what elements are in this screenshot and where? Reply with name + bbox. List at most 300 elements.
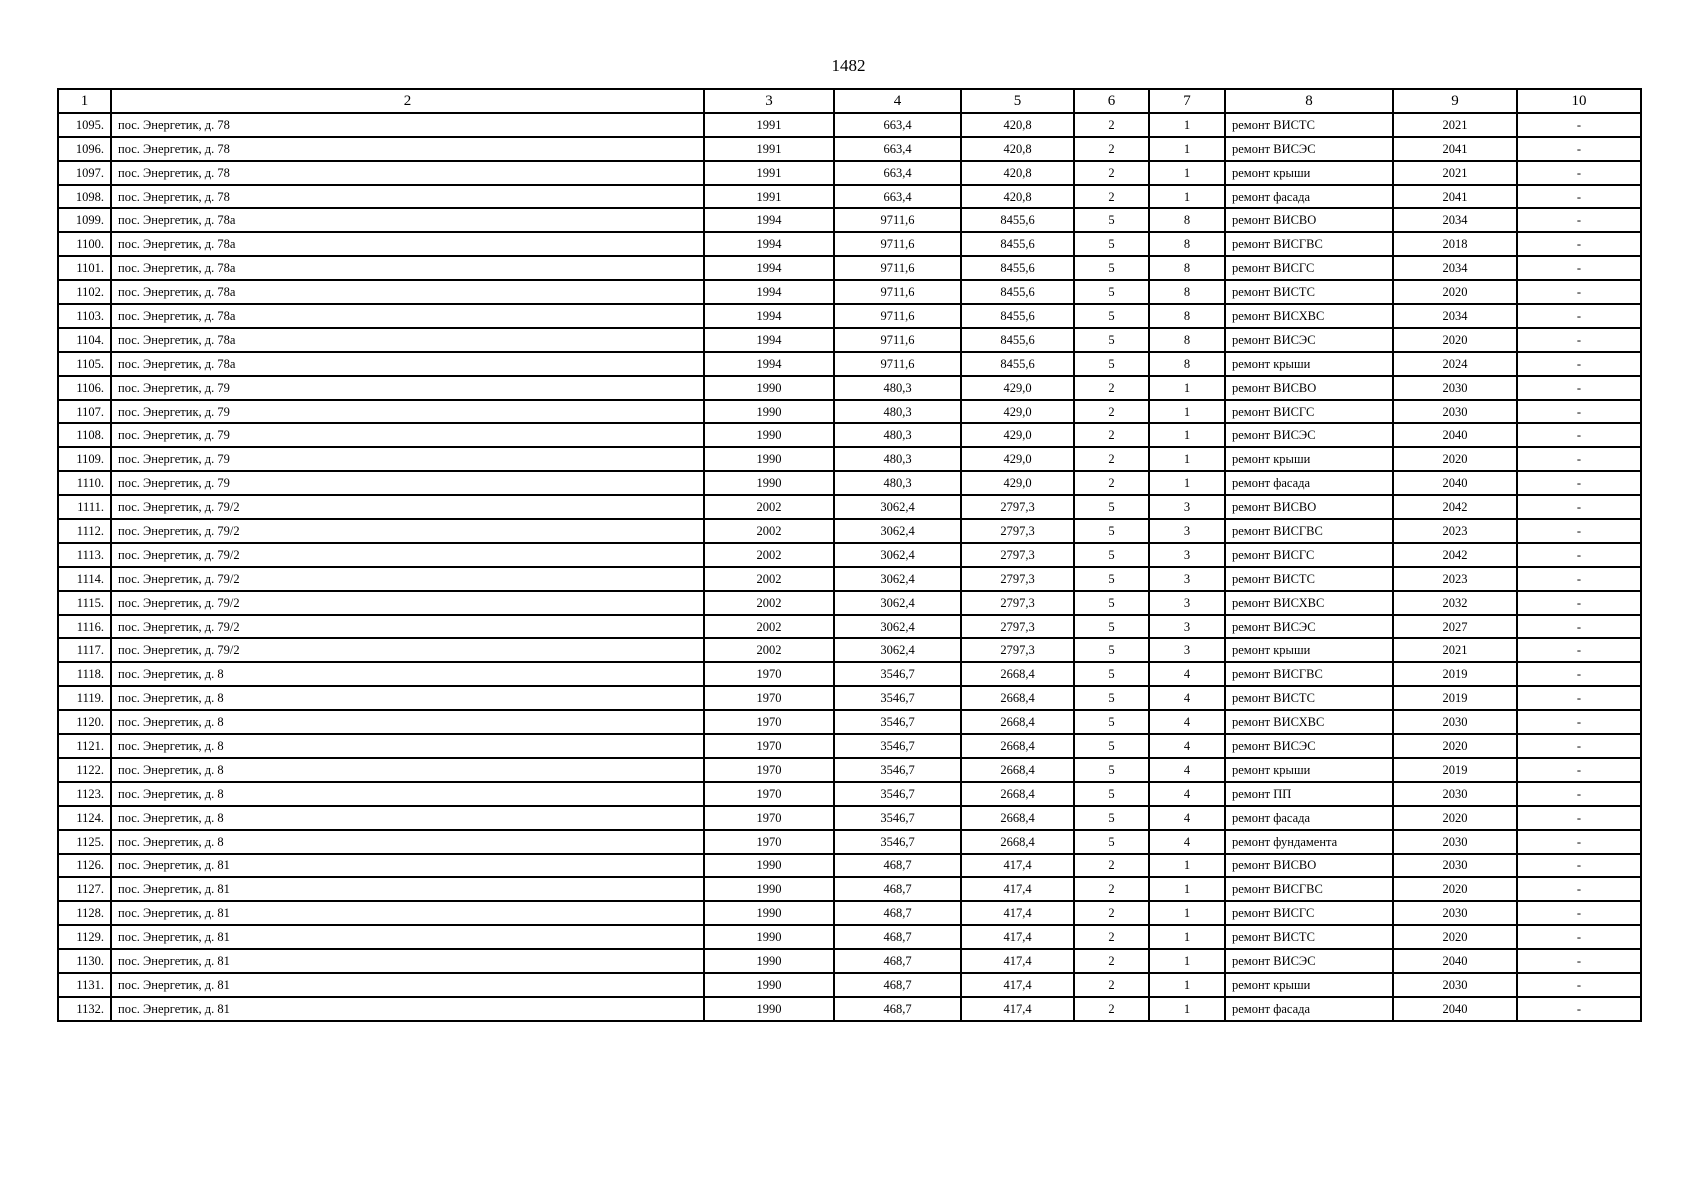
living-area-cell: 8455,6 bbox=[961, 328, 1074, 352]
row-number-cell: 1124. bbox=[58, 806, 111, 830]
address-cell: пос. Энергетик, д. 78 bbox=[111, 137, 704, 161]
work-type-cell: ремонт ВИСГВС bbox=[1225, 232, 1393, 256]
row-number-cell: 1113. bbox=[58, 543, 111, 567]
floors-cell: 5 bbox=[1074, 615, 1149, 639]
living-area-cell: 429,0 bbox=[961, 376, 1074, 400]
work-type-cell: ремонт ВИСГС bbox=[1225, 400, 1393, 424]
total-area-cell: 3546,7 bbox=[834, 734, 961, 758]
plan-year-cell: 2032 bbox=[1393, 591, 1517, 615]
work-type-cell: ремонт фасада bbox=[1225, 997, 1393, 1021]
note-cell: - bbox=[1517, 997, 1641, 1021]
plan-year-cell: 2018 bbox=[1393, 232, 1517, 256]
floors-cell: 5 bbox=[1074, 495, 1149, 519]
floors-cell: 5 bbox=[1074, 638, 1149, 662]
table-row bbox=[58, 710, 1641, 734]
table-row bbox=[58, 400, 1641, 424]
total-area-cell: 9711,6 bbox=[834, 352, 961, 376]
year-cell: 2002 bbox=[704, 638, 834, 662]
entrances-cell: 1 bbox=[1149, 877, 1225, 901]
total-area-cell: 663,4 bbox=[834, 137, 961, 161]
row-number-cell: 1123. bbox=[58, 782, 111, 806]
total-area-cell: 3062,4 bbox=[834, 615, 961, 639]
row-number-cell: 1109. bbox=[58, 447, 111, 471]
row-number-cell: 1132. bbox=[58, 997, 111, 1021]
address-cell: пос. Энергетик, д. 79/2 bbox=[111, 567, 704, 591]
table-row bbox=[58, 304, 1641, 328]
address-cell: пос. Энергетик, д. 8 bbox=[111, 782, 704, 806]
plan-year-cell: 2023 bbox=[1393, 519, 1517, 543]
row-number-cell: 1103. bbox=[58, 304, 111, 328]
total-area-cell: 3546,7 bbox=[834, 758, 961, 782]
floors-cell: 5 bbox=[1074, 782, 1149, 806]
note-cell: - bbox=[1517, 280, 1641, 304]
work-type-cell: ремонт ВИСГС bbox=[1225, 901, 1393, 925]
column-header-2: 2 bbox=[111, 89, 704, 113]
total-area-cell: 3546,7 bbox=[834, 710, 961, 734]
address-cell: пос. Энергетик, д. 79/2 bbox=[111, 519, 704, 543]
plan-year-cell: 2041 bbox=[1393, 185, 1517, 209]
work-type-cell: ремонт ВИСГВС bbox=[1225, 877, 1393, 901]
total-area-cell: 468,7 bbox=[834, 949, 961, 973]
plan-year-cell: 2030 bbox=[1393, 782, 1517, 806]
total-area-cell: 480,3 bbox=[834, 376, 961, 400]
year-cell: 1970 bbox=[704, 710, 834, 734]
floors-cell: 5 bbox=[1074, 256, 1149, 280]
entrances-cell: 1 bbox=[1149, 973, 1225, 997]
row-number-cell: 1097. bbox=[58, 161, 111, 185]
entrances-cell: 1 bbox=[1149, 471, 1225, 495]
row-number-cell: 1099. bbox=[58, 208, 111, 232]
entrances-cell: 8 bbox=[1149, 280, 1225, 304]
total-area-cell: 9711,6 bbox=[834, 304, 961, 328]
work-type-cell: ремонт крыши bbox=[1225, 638, 1393, 662]
entrances-cell: 1 bbox=[1149, 901, 1225, 925]
address-cell: пос. Энергетик, д. 81 bbox=[111, 901, 704, 925]
table-row bbox=[58, 997, 1641, 1021]
table-row bbox=[58, 662, 1641, 686]
living-area-cell: 2797,3 bbox=[961, 543, 1074, 567]
floors-cell: 2 bbox=[1074, 376, 1149, 400]
work-type-cell: ремонт ВИСТС bbox=[1225, 925, 1393, 949]
entrances-cell: 1 bbox=[1149, 925, 1225, 949]
year-cell: 2002 bbox=[704, 519, 834, 543]
year-cell: 2002 bbox=[704, 495, 834, 519]
table-row bbox=[58, 854, 1641, 878]
plan-year-cell: 2030 bbox=[1393, 710, 1517, 734]
note-cell: - bbox=[1517, 185, 1641, 209]
floors-cell: 5 bbox=[1074, 280, 1149, 304]
note-cell: - bbox=[1517, 782, 1641, 806]
year-cell: 1990 bbox=[704, 901, 834, 925]
row-number-cell: 1107. bbox=[58, 400, 111, 424]
row-number-cell: 1106. bbox=[58, 376, 111, 400]
living-area-cell: 417,4 bbox=[961, 854, 1074, 878]
work-type-cell: ремонт ВИСГС bbox=[1225, 543, 1393, 567]
note-cell: - bbox=[1517, 113, 1641, 137]
work-type-cell: ремонт ВИСГС bbox=[1225, 256, 1393, 280]
row-number-cell: 1131. bbox=[58, 973, 111, 997]
total-area-cell: 480,3 bbox=[834, 423, 961, 447]
entrances-cell: 4 bbox=[1149, 734, 1225, 758]
living-area-cell: 417,4 bbox=[961, 949, 1074, 973]
address-cell: пос. Энергетик, д. 78а bbox=[111, 352, 704, 376]
plan-year-cell: 2034 bbox=[1393, 304, 1517, 328]
address-cell: пос. Энергетик, д. 78а bbox=[111, 304, 704, 328]
living-area-cell: 2668,4 bbox=[961, 758, 1074, 782]
plan-year-cell: 2020 bbox=[1393, 328, 1517, 352]
living-area-cell: 417,4 bbox=[961, 973, 1074, 997]
row-number-cell: 1127. bbox=[58, 877, 111, 901]
floors-cell: 2 bbox=[1074, 447, 1149, 471]
address-cell: пос. Энергетик, д. 79/2 bbox=[111, 615, 704, 639]
note-cell: - bbox=[1517, 495, 1641, 519]
plan-year-cell: 2020 bbox=[1393, 447, 1517, 471]
note-cell: - bbox=[1517, 949, 1641, 973]
note-cell: - bbox=[1517, 758, 1641, 782]
address-cell: пос. Энергетик, д. 8 bbox=[111, 806, 704, 830]
living-area-cell: 417,4 bbox=[961, 925, 1074, 949]
entrances-cell: 8 bbox=[1149, 352, 1225, 376]
table-row bbox=[58, 352, 1641, 376]
living-area-cell: 8455,6 bbox=[961, 232, 1074, 256]
note-cell: - bbox=[1517, 137, 1641, 161]
plan-year-cell: 2021 bbox=[1393, 638, 1517, 662]
living-area-cell: 2797,3 bbox=[961, 495, 1074, 519]
table-row bbox=[58, 830, 1641, 854]
address-cell: пос. Энергетик, д. 81 bbox=[111, 997, 704, 1021]
note-cell: - bbox=[1517, 591, 1641, 615]
plan-year-cell: 2040 bbox=[1393, 423, 1517, 447]
work-type-cell: ремонт крыши bbox=[1225, 758, 1393, 782]
address-cell: пос. Энергетик, д. 79/2 bbox=[111, 591, 704, 615]
floors-cell: 5 bbox=[1074, 662, 1149, 686]
work-type-cell: ремонт ВИСТС bbox=[1225, 113, 1393, 137]
table-row bbox=[58, 280, 1641, 304]
table-row bbox=[58, 734, 1641, 758]
entrances-cell: 3 bbox=[1149, 591, 1225, 615]
entrances-cell: 1 bbox=[1149, 137, 1225, 161]
row-number-cell: 1125. bbox=[58, 830, 111, 854]
entrances-cell: 1 bbox=[1149, 161, 1225, 185]
total-area-cell: 9711,6 bbox=[834, 256, 961, 280]
address-cell: пос. Энергетик, д. 8 bbox=[111, 830, 704, 854]
year-cell: 1990 bbox=[704, 400, 834, 424]
entrances-cell: 1 bbox=[1149, 376, 1225, 400]
table-row bbox=[58, 901, 1641, 925]
address-cell: пос. Энергетик, д. 79/2 bbox=[111, 495, 704, 519]
total-area-cell: 3546,7 bbox=[834, 806, 961, 830]
entrances-cell: 1 bbox=[1149, 185, 1225, 209]
note-cell: - bbox=[1517, 638, 1641, 662]
entrances-cell: 4 bbox=[1149, 686, 1225, 710]
total-area-cell: 3546,7 bbox=[834, 782, 961, 806]
total-area-cell: 3062,4 bbox=[834, 638, 961, 662]
row-number-cell: 1110. bbox=[58, 471, 111, 495]
table-row bbox=[58, 471, 1641, 495]
note-cell: - bbox=[1517, 304, 1641, 328]
floors-cell: 2 bbox=[1074, 400, 1149, 424]
row-number-cell: 1096. bbox=[58, 137, 111, 161]
total-area-cell: 468,7 bbox=[834, 925, 961, 949]
entrances-cell: 8 bbox=[1149, 208, 1225, 232]
living-area-cell: 417,4 bbox=[961, 901, 1074, 925]
total-area-cell: 3062,4 bbox=[834, 591, 961, 615]
plan-year-cell: 2042 bbox=[1393, 543, 1517, 567]
year-cell: 2002 bbox=[704, 543, 834, 567]
year-cell: 1994 bbox=[704, 256, 834, 280]
row-number-cell: 1126. bbox=[58, 854, 111, 878]
note-cell: - bbox=[1517, 806, 1641, 830]
year-cell: 1990 bbox=[704, 447, 834, 471]
note-cell: - bbox=[1517, 615, 1641, 639]
year-cell: 1970 bbox=[704, 782, 834, 806]
row-number-cell: 1128. bbox=[58, 901, 111, 925]
column-header-3: 3 bbox=[704, 89, 834, 113]
row-number-cell: 1112. bbox=[58, 519, 111, 543]
note-cell: - bbox=[1517, 447, 1641, 471]
year-cell: 1990 bbox=[704, 997, 834, 1021]
year-cell: 1990 bbox=[704, 925, 834, 949]
note-cell: - bbox=[1517, 256, 1641, 280]
entrances-cell: 1 bbox=[1149, 854, 1225, 878]
note-cell: - bbox=[1517, 543, 1641, 567]
work-type-cell: ремонт ВИСЭС bbox=[1225, 328, 1393, 352]
work-type-cell: ремонт ВИСЭС bbox=[1225, 734, 1393, 758]
column-header-4: 4 bbox=[834, 89, 961, 113]
living-area-cell: 2797,3 bbox=[961, 567, 1074, 591]
floors-cell: 5 bbox=[1074, 304, 1149, 328]
address-cell: пос. Энергетик, д. 79 bbox=[111, 423, 704, 447]
entrances-cell: 3 bbox=[1149, 638, 1225, 662]
floors-cell: 5 bbox=[1074, 208, 1149, 232]
living-area-cell: 429,0 bbox=[961, 447, 1074, 471]
living-area-cell: 417,4 bbox=[961, 997, 1074, 1021]
note-cell: - bbox=[1517, 567, 1641, 591]
table-row bbox=[58, 758, 1641, 782]
plan-year-cell: 2030 bbox=[1393, 973, 1517, 997]
row-number-cell: 1122. bbox=[58, 758, 111, 782]
plan-year-cell: 2034 bbox=[1393, 208, 1517, 232]
living-area-cell: 2797,3 bbox=[961, 591, 1074, 615]
living-area-cell: 417,4 bbox=[961, 877, 1074, 901]
total-area-cell: 9711,6 bbox=[834, 280, 961, 304]
entrances-cell: 3 bbox=[1149, 615, 1225, 639]
living-area-cell: 2668,4 bbox=[961, 830, 1074, 854]
floors-cell: 5 bbox=[1074, 352, 1149, 376]
address-cell: пос. Энергетик, д. 78а bbox=[111, 280, 704, 304]
note-cell: - bbox=[1517, 161, 1641, 185]
total-area-cell: 468,7 bbox=[834, 901, 961, 925]
table-row bbox=[58, 232, 1641, 256]
column-header-5: 5 bbox=[961, 89, 1074, 113]
living-area-cell: 420,8 bbox=[961, 161, 1074, 185]
year-cell: 1990 bbox=[704, 949, 834, 973]
floors-cell: 5 bbox=[1074, 543, 1149, 567]
table-row bbox=[58, 185, 1641, 209]
row-number-cell: 1121. bbox=[58, 734, 111, 758]
living-area-cell: 2797,3 bbox=[961, 638, 1074, 662]
table-row bbox=[58, 591, 1641, 615]
address-cell: пос. Энергетик, д. 79 bbox=[111, 447, 704, 471]
living-area-cell: 429,0 bbox=[961, 471, 1074, 495]
work-type-cell: ремонт ВИСГВС bbox=[1225, 519, 1393, 543]
plan-year-cell: 2020 bbox=[1393, 280, 1517, 304]
table-row bbox=[58, 137, 1641, 161]
living-area-cell: 2668,4 bbox=[961, 686, 1074, 710]
entrances-cell: 4 bbox=[1149, 830, 1225, 854]
table-row bbox=[58, 973, 1641, 997]
table-row bbox=[58, 782, 1641, 806]
note-cell: - bbox=[1517, 830, 1641, 854]
table-row bbox=[58, 806, 1641, 830]
page-number: 1482 bbox=[831, 56, 866, 75]
row-number-cell: 1115. bbox=[58, 591, 111, 615]
note-cell: - bbox=[1517, 925, 1641, 949]
year-cell: 1970 bbox=[704, 830, 834, 854]
total-area-cell: 3062,4 bbox=[834, 543, 961, 567]
entrances-cell: 4 bbox=[1149, 662, 1225, 686]
work-type-cell: ремонт крыши bbox=[1225, 973, 1393, 997]
living-area-cell: 2797,3 bbox=[961, 615, 1074, 639]
table-row bbox=[58, 423, 1641, 447]
address-cell: пос. Энергетик, д. 79 bbox=[111, 471, 704, 495]
table-row bbox=[58, 256, 1641, 280]
plan-year-cell: 2042 bbox=[1393, 495, 1517, 519]
entrances-cell: 3 bbox=[1149, 495, 1225, 519]
row-number-cell: 1100. bbox=[58, 232, 111, 256]
year-cell: 1990 bbox=[704, 854, 834, 878]
note-cell: - bbox=[1517, 901, 1641, 925]
row-number-cell: 1104. bbox=[58, 328, 111, 352]
plan-year-cell: 2027 bbox=[1393, 615, 1517, 639]
work-type-cell: ремонт фасада bbox=[1225, 185, 1393, 209]
work-type-cell: ремонт ВИСТС bbox=[1225, 567, 1393, 591]
total-area-cell: 480,3 bbox=[834, 400, 961, 424]
total-area-cell: 468,7 bbox=[834, 877, 961, 901]
note-cell: - bbox=[1517, 328, 1641, 352]
table-row bbox=[58, 495, 1641, 519]
entrances-cell: 1 bbox=[1149, 400, 1225, 424]
note-cell: - bbox=[1517, 877, 1641, 901]
note-cell: - bbox=[1517, 423, 1641, 447]
note-cell: - bbox=[1517, 734, 1641, 758]
note-cell: - bbox=[1517, 208, 1641, 232]
year-cell: 1970 bbox=[704, 686, 834, 710]
plan-year-cell: 2040 bbox=[1393, 997, 1517, 1021]
row-number-cell: 1098. bbox=[58, 185, 111, 209]
year-cell: 1991 bbox=[704, 113, 834, 137]
note-cell: - bbox=[1517, 232, 1641, 256]
work-type-cell: ремонт ВИСЭС bbox=[1225, 949, 1393, 973]
row-number-cell: 1108. bbox=[58, 423, 111, 447]
row-number-cell: 1130. bbox=[58, 949, 111, 973]
work-type-cell: ремонт ВИСТС bbox=[1225, 686, 1393, 710]
table-row bbox=[58, 615, 1641, 639]
entrances-cell: 8 bbox=[1149, 232, 1225, 256]
table-row bbox=[58, 638, 1641, 662]
address-cell: пос. Энергетик, д. 8 bbox=[111, 758, 704, 782]
row-number-cell: 1111. bbox=[58, 495, 111, 519]
plan-year-cell: 2019 bbox=[1393, 758, 1517, 782]
entrances-cell: 4 bbox=[1149, 710, 1225, 734]
floors-cell: 5 bbox=[1074, 686, 1149, 710]
floors-cell: 5 bbox=[1074, 232, 1149, 256]
floors-cell: 2 bbox=[1074, 949, 1149, 973]
year-cell: 1994 bbox=[704, 232, 834, 256]
floors-cell: 5 bbox=[1074, 830, 1149, 854]
address-cell: пос. Энергетик, д. 81 bbox=[111, 973, 704, 997]
living-area-cell: 2797,3 bbox=[961, 519, 1074, 543]
total-area-cell: 9711,6 bbox=[834, 208, 961, 232]
year-cell: 1990 bbox=[704, 471, 834, 495]
year-cell: 2002 bbox=[704, 591, 834, 615]
living-area-cell: 429,0 bbox=[961, 400, 1074, 424]
floors-cell: 2 bbox=[1074, 471, 1149, 495]
entrances-cell: 8 bbox=[1149, 256, 1225, 280]
entrances-cell: 1 bbox=[1149, 949, 1225, 973]
row-number-cell: 1118. bbox=[58, 662, 111, 686]
row-number-cell: 1129. bbox=[58, 925, 111, 949]
row-number-cell: 1102. bbox=[58, 280, 111, 304]
table-body bbox=[58, 113, 1641, 1021]
living-area-cell: 8455,6 bbox=[961, 280, 1074, 304]
entrances-cell: 1 bbox=[1149, 997, 1225, 1021]
plan-year-cell: 2020 bbox=[1393, 806, 1517, 830]
entrances-cell: 3 bbox=[1149, 567, 1225, 591]
plan-year-cell: 2020 bbox=[1393, 877, 1517, 901]
work-type-cell: ремонт ВИСЭС bbox=[1225, 423, 1393, 447]
note-cell: - bbox=[1517, 352, 1641, 376]
work-type-cell: ремонт фасада bbox=[1225, 471, 1393, 495]
note-cell: - bbox=[1517, 519, 1641, 543]
entrances-cell: 4 bbox=[1149, 806, 1225, 830]
table-row bbox=[58, 519, 1641, 543]
living-area-cell: 420,8 bbox=[961, 137, 1074, 161]
table-row bbox=[58, 328, 1641, 352]
year-cell: 2002 bbox=[704, 615, 834, 639]
column-header-7: 7 bbox=[1149, 89, 1225, 113]
column-header-1: 1 bbox=[58, 89, 111, 113]
address-cell: пос. Энергетик, д. 78а bbox=[111, 208, 704, 232]
note-cell: - bbox=[1517, 376, 1641, 400]
living-area-cell: 8455,6 bbox=[961, 208, 1074, 232]
address-cell: пос. Энергетик, д. 78 bbox=[111, 161, 704, 185]
year-cell: 2002 bbox=[704, 567, 834, 591]
living-area-cell: 2668,4 bbox=[961, 662, 1074, 686]
living-area-cell: 420,8 bbox=[961, 113, 1074, 137]
floors-cell: 2 bbox=[1074, 877, 1149, 901]
floors-cell: 5 bbox=[1074, 734, 1149, 758]
year-cell: 1994 bbox=[704, 328, 834, 352]
floors-cell: 2 bbox=[1074, 901, 1149, 925]
address-cell: пос. Энергетик, д. 78а bbox=[111, 256, 704, 280]
address-cell: пос. Энергетик, д. 78 bbox=[111, 185, 704, 209]
row-number-cell: 1095. bbox=[58, 113, 111, 137]
address-cell: пос. Энергетик, д. 8 bbox=[111, 734, 704, 758]
plan-year-cell: 2030 bbox=[1393, 854, 1517, 878]
address-cell: пос. Энергетик, д. 78 bbox=[111, 113, 704, 137]
plan-year-cell: 2021 bbox=[1393, 113, 1517, 137]
plan-year-cell: 2021 bbox=[1393, 161, 1517, 185]
address-cell: пос. Энергетик, д. 81 bbox=[111, 949, 704, 973]
note-cell: - bbox=[1517, 973, 1641, 997]
note-cell: - bbox=[1517, 686, 1641, 710]
plan-year-cell: 2019 bbox=[1393, 662, 1517, 686]
floors-cell: 5 bbox=[1074, 567, 1149, 591]
address-cell: пос. Энергетик, д. 79/2 bbox=[111, 638, 704, 662]
plan-year-cell: 2030 bbox=[1393, 400, 1517, 424]
work-type-cell: ремонт фасада bbox=[1225, 806, 1393, 830]
